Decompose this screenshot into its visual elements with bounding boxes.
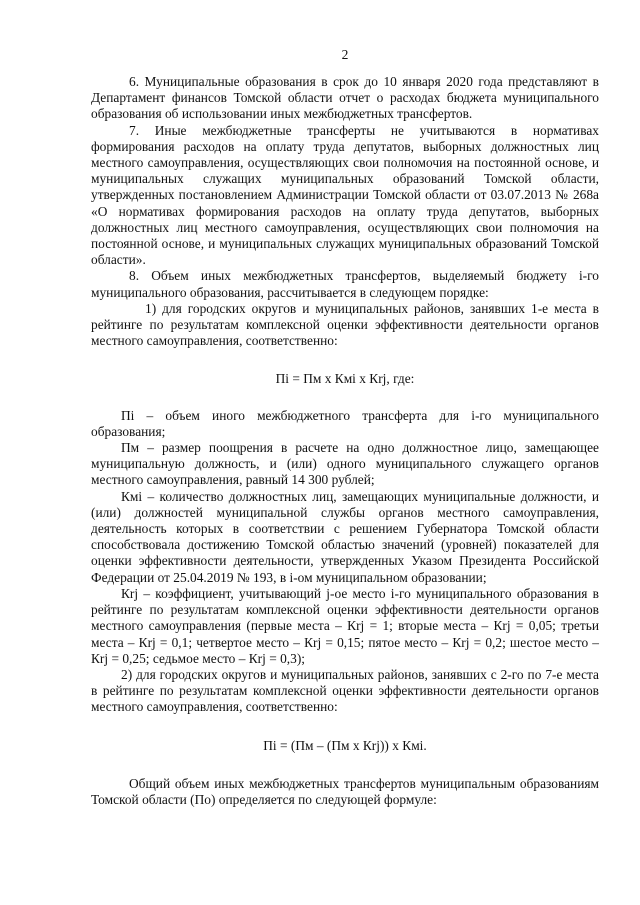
formula-2: Пi = (Пм – (Пм х Кrj)) х Кмi.	[263, 737, 427, 753]
definition-pm: Пм – размер поощрения в расчете на одно должностное лицо, замещающее муниципальную должность, и (или) одного муниципального служащего органов местного самоуправления, равный 14 300 рублей;	[91, 440, 599, 488]
closing-paragraph: Общий объем иных межбюджетных трансфертов муниципальным образованиям Томской области (По) определяется по следующей формуле:	[91, 775, 599, 807]
page-number: 2	[341, 47, 349, 62]
document-body	[91, 74, 599, 808]
paragraph-8-item-2: 2) для городских округов и муниципальных районов, занявших с 2-го по 7-е места в рейтинге по результатам комплексной оценки эффективности деятельности органов местного самоуправления, соответственно:	[91, 666, 599, 715]
paragraph-6: 6. Муниципальные образования в срок до 10 января 2020 года представляют в Департамент финансов Томской области отчет о расходах бюджета муниципального образования об использовании иных межбюджетных трансфертов.	[91, 74, 599, 122]
definition-kmi: Кмi – количество должностных лиц, замещающих муниципальные должности, и (или) должностей муниципальной службы органов местного самоуправления, деятельность которых в соответствии с решением Губернатора Томской области способствовала достижению Томской областью значений (уровней) показателей для оценки эффективности деятельности, утвержденных Указом Президента Российской Федерации от 25.04.2019 № 193, в i-ом муниципальном образовании;	[91, 488, 599, 585]
paragraph-8: 8. Объем иных межбюджетных трансфертов, выделяемый бюджету i-го муниципального образования, рассчитывается в следующем порядке:	[91, 268, 599, 300]
definition-krj: Кrj – коэффициент, учитывающий j-ое место i-го муниципального образования в рейтинге по результатам комплексной оценки эффективности деятельности органов местного самоуправления (первые места – Кrj = 1; вторые места – Кrj = 0,05; третьи места – Кrj = 0,1; четвертое место – Кrj = 0,15; пятое место – Кrj = 0,2; шестое место – Кrj = 0,25; седьмое место – Кrj = 0,3);	[91, 585, 599, 666]
paragraph-7: 7. Иные межбюджетные трансферты не учитываются в нормативах формирования расходов на оплату труда депутатов, выборных должностных лиц местного самоуправления, осуществляющих свои полномочия на постоянной основе, и муниципальных служащих муниципальных образований Томской области, утвержденных постановлением Администрации Томской области от 03.07.2013 № 268а «О нормативах формирования расходов на оплату труда депутатов, выборных должностных лиц местного самоуправления, осуществляющих свои полномочия на постоянной основе, и муниципальных служащих муниципальных образований Томской области».	[91, 122, 599, 268]
paragraph-8-item-1: 1) для городских округов и муниципальных районов, занявших 1-е места в рейтинге по результатам комплексной оценки эффективности деятельности органов местного самоуправления, соответственно:	[91, 300, 599, 349]
formula-1: Пi = Пм х Кмi х Кrj, где:	[275, 371, 415, 387]
definition-pi: Пi – объем иного межбюджетного трансферта для i-го муниципального образования;	[91, 407, 599, 439]
